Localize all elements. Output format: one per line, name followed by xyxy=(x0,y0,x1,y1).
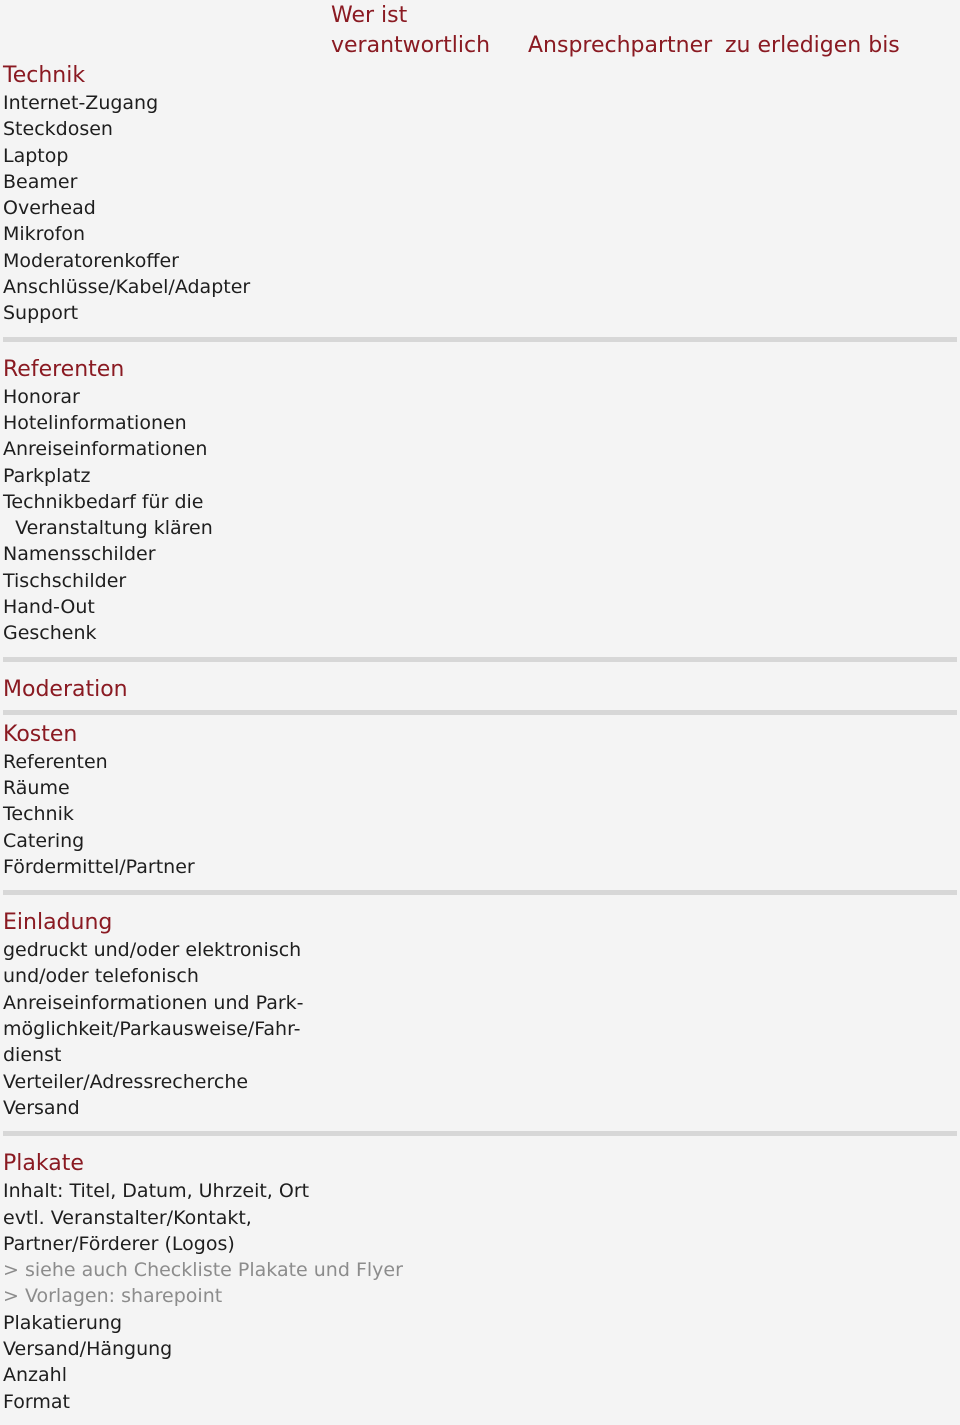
section-moderation xyxy=(0,662,960,710)
checklist-item: dienst xyxy=(3,1044,62,1067)
checklist-item: Parkplatz xyxy=(3,464,91,487)
section-title: Kosten xyxy=(3,721,78,747)
checklist-item: Geschenk xyxy=(3,622,97,645)
checklist-item: Mikrofon xyxy=(3,223,86,246)
section-technik xyxy=(0,62,960,337)
checklist-item: Versand/Hängung xyxy=(3,1337,173,1360)
checklist-item: Moderatorenkoffer xyxy=(3,249,179,272)
checklist-item: Internet-Zugang xyxy=(3,92,159,114)
checklist-item: Support xyxy=(3,302,79,325)
checklist-item: Technikbedarf für die xyxy=(3,490,204,513)
section-referenten xyxy=(0,342,960,657)
checklist-item: Verteiler/Adressrecherche xyxy=(3,1070,249,1093)
checklist-item: Fördermittel/Partner xyxy=(3,855,195,878)
section-title: Technik xyxy=(3,63,86,88)
checklist-item: Referenten xyxy=(3,750,108,773)
checklist-item: Beamer xyxy=(3,170,78,193)
checklist-item: Anreiseinformationen und Park- xyxy=(3,991,304,1014)
checklist-body xyxy=(0,62,960,1425)
column-header xyxy=(0,0,960,64)
checklist-item: Tischschilder xyxy=(3,569,127,592)
checklist-item: und/oder telefonisch xyxy=(3,965,199,988)
column-header-responsible-line2: verantwortlich xyxy=(331,33,491,58)
checklist-item: Räume xyxy=(3,776,70,799)
checklist-item: Anschlüsse/Kabel/Adapter xyxy=(3,276,251,299)
checklist-item: gedruckt und/oder elektronisch xyxy=(3,939,302,962)
section-title: Plakate xyxy=(3,1151,84,1177)
section-kosten xyxy=(0,715,960,890)
checklist-item: Veranstaltung klären xyxy=(3,517,213,540)
checklist-item: Plakatierung xyxy=(3,1311,123,1334)
checklist-item: Hotelinformationen xyxy=(3,411,187,434)
checklist-item: Partner/Förderer (Logos) xyxy=(3,1232,235,1255)
section-title: Einladung xyxy=(3,910,113,936)
checklist-item: Hand-Out xyxy=(3,596,95,619)
checklist-item: Steckdosen xyxy=(3,118,113,141)
checklist-item: möglichkeit/Parkausweise/Fahr- xyxy=(3,1018,301,1041)
checklist-item: Versand xyxy=(3,1096,80,1119)
checklist-item: Honorar xyxy=(3,385,80,408)
checklist-item: Anzahl xyxy=(3,1364,67,1387)
checklist-item: Technik xyxy=(3,803,74,826)
checklist-item: Overhead xyxy=(3,197,96,220)
column-header-due-date: zu erledigen bis xyxy=(725,33,900,58)
checklist-item: Inhalt: Titel, Datum, Uhrzeit, Ort xyxy=(3,1180,310,1203)
column-header-responsible-line1: Wer ist xyxy=(331,3,408,28)
column-header-contact: Ansprechpartner xyxy=(528,33,713,58)
checklist-item: Laptop xyxy=(3,144,69,167)
section-title: Referenten xyxy=(3,356,125,382)
section-plakate xyxy=(0,1136,960,1425)
section-einladung xyxy=(0,895,960,1131)
section-title: Moderation xyxy=(3,676,128,702)
checklist-item: Anreiseinformationen xyxy=(3,438,208,461)
checklist-item: > siehe auch Checkliste Plakate und Flyer xyxy=(3,1259,403,1282)
checklist-item: > Vorlagen: sharepoint xyxy=(3,1285,223,1308)
checklist-item: evtl. Veranstalter/Kontakt, xyxy=(3,1206,252,1229)
checklist-item: Namensschilder xyxy=(3,543,156,566)
checklist-item: Catering xyxy=(3,829,85,852)
checklist-item: Format xyxy=(3,1390,70,1413)
